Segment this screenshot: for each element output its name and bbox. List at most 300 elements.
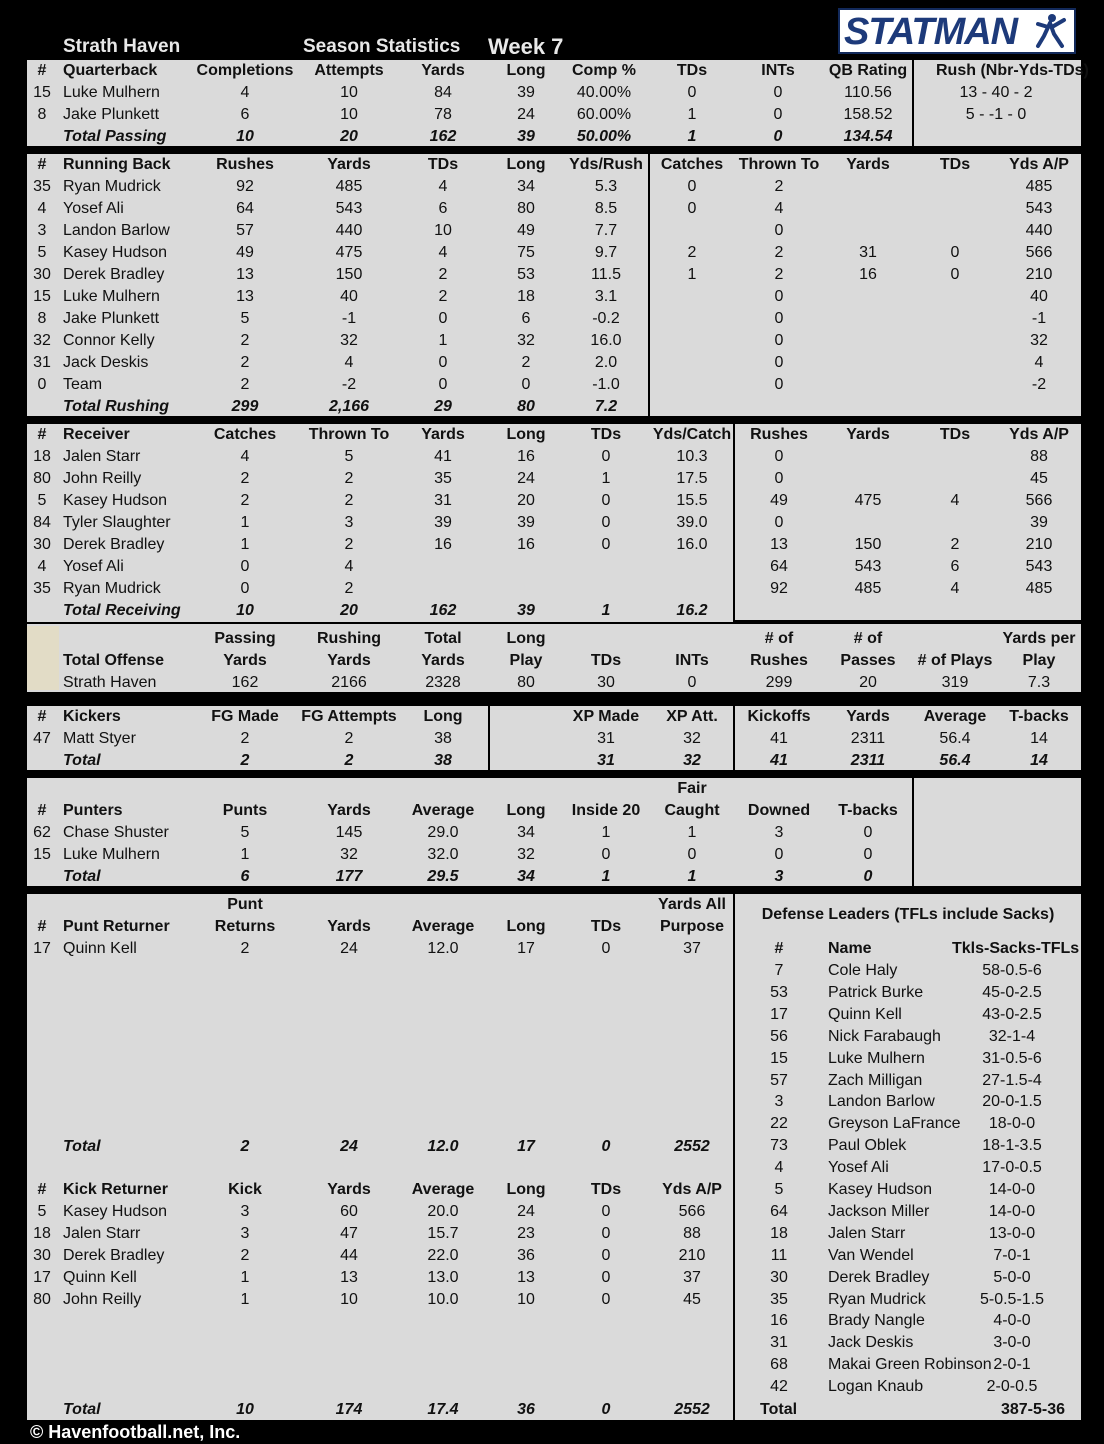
def-row-cell: Yosef Ali xyxy=(828,1159,889,1177)
rb-row-cell: 2 xyxy=(240,376,250,393)
rec-header-cell: Thrown To xyxy=(308,426,390,443)
rb-header-cell: Yds A/P xyxy=(1009,156,1069,173)
rb-header-cell: TDs xyxy=(939,156,971,173)
rb-row-cell: -1 xyxy=(1031,310,1047,327)
offense-row-cell: 20 xyxy=(859,674,877,691)
rec-row-cell: 35 xyxy=(434,470,452,487)
punt-total-cell: 29.5 xyxy=(427,868,459,885)
qb-row-cell: 5 - -1 - 0 xyxy=(965,106,1027,123)
kr-header-cell: Kick Returner xyxy=(63,1181,168,1198)
def-row-cell: 64 xyxy=(770,1202,788,1220)
qb-row-cell: 110.56 xyxy=(844,84,892,101)
kr-total-cell: 10 xyxy=(236,1401,254,1418)
def-row-cell: 42 xyxy=(770,1378,788,1396)
kr-row-cell: 80 xyxy=(33,1291,51,1308)
rb-total-cell: 29 xyxy=(434,398,452,415)
rec-row-cell: 49 xyxy=(770,492,788,509)
kr-row-cell: Jalen Starr xyxy=(63,1225,141,1242)
rb-row-cell: 0 xyxy=(687,178,697,195)
kr-header-cell: Kick xyxy=(228,1181,262,1198)
rec-row-cell: 2 xyxy=(950,536,960,553)
rec-row-cell: 31 xyxy=(434,492,452,509)
kr-row-cell: 0 xyxy=(601,1247,611,1264)
def-row-cell: 18-0-0 xyxy=(988,1115,1036,1133)
def-row-cell: 31 xyxy=(770,1334,788,1352)
pr-header-cell: # xyxy=(37,918,47,935)
rb-row-cell: 2 xyxy=(521,354,531,371)
def-row-cell: 22 xyxy=(770,1115,788,1133)
pr-total-cell: 0 xyxy=(601,1138,611,1155)
offense-header-cell: Yards xyxy=(223,652,267,669)
qb-header-cell: Long xyxy=(506,62,546,79)
def-row-cell: Brady Nangle xyxy=(828,1312,925,1330)
rb-row-cell: 0 xyxy=(774,222,784,239)
rec-header-cell: Yards xyxy=(846,426,890,443)
qb-row-cell: 0 xyxy=(773,106,783,123)
qb-row-cell: 1 xyxy=(687,106,697,123)
def-row-cell: 2-0-1 xyxy=(993,1356,1031,1374)
pr-header-cell: Long xyxy=(506,918,546,935)
rb-row-cell: 0 xyxy=(774,310,784,327)
rec-row-cell: 5 xyxy=(344,448,354,465)
kick-row-cell: 14 xyxy=(1030,730,1048,747)
rec-header-cell: Receiver xyxy=(63,426,130,443)
punt-header-cell: Caught xyxy=(664,802,720,819)
def-row-cell: Luke Mulhern xyxy=(828,1049,925,1067)
def-row-cell: Jalen Starr xyxy=(828,1224,906,1242)
kr-header-cell: Yards xyxy=(327,1181,371,1198)
offense-row-cell: 2328 xyxy=(425,674,461,691)
rb-row-cell: 0 xyxy=(774,376,784,393)
qb-row-cell: Jake Plunkett xyxy=(63,106,160,123)
offense-row-cell: 0 xyxy=(687,674,697,691)
rec-row-cell: 1 xyxy=(601,470,611,487)
punt-row-cell: 32.0 xyxy=(427,846,459,863)
rb-row-cell: 475 xyxy=(335,244,363,261)
def-row-cell: Jack Deskis xyxy=(828,1334,914,1352)
kr-row-cell: 30 xyxy=(33,1247,51,1264)
def-row-cell: Patrick Burke xyxy=(828,983,924,1001)
offense-header-cell: Passes xyxy=(840,652,896,669)
kick-row-cell: 2311 xyxy=(850,730,886,747)
rec-row-cell: Kasey Hudson xyxy=(63,492,168,509)
rb-row-cell: 75 xyxy=(517,244,535,261)
punt-row-cell: 0 xyxy=(774,846,784,863)
kick-total-cell: 2 xyxy=(344,752,354,769)
week-label: Week 7 xyxy=(488,34,564,59)
punt-header-cell: Yards xyxy=(327,802,371,819)
def-header-cell: # xyxy=(774,940,784,957)
rb-row-cell: 2 xyxy=(240,332,250,349)
def-row-cell: Logan Knaub xyxy=(828,1378,924,1396)
qb-row-cell: 10 xyxy=(340,84,358,101)
rb-row-cell: 4 xyxy=(774,200,784,217)
qb-total-cell: 162 xyxy=(429,128,457,145)
football-player-icon xyxy=(1030,12,1070,52)
kick-header-cell: Kickers xyxy=(63,708,121,725)
def-row-cell: Zach Milligan xyxy=(828,1071,923,1089)
offense-header-top-cell: Passing xyxy=(214,630,276,647)
def-row-cell: 58-0.5-6 xyxy=(982,962,1042,979)
rec-row-cell: 16 xyxy=(517,448,535,465)
def-row-cell: 32-1-4 xyxy=(988,1027,1036,1045)
rec-row-cell: 15.5 xyxy=(676,492,708,509)
rb-row-cell: 15 xyxy=(33,288,51,305)
rec-row-cell: 80 xyxy=(33,470,51,487)
rb-row-cell: 80 xyxy=(517,200,535,217)
offense-header-cell: Yards xyxy=(327,652,371,669)
punt-row-cell: 32 xyxy=(517,846,535,863)
rb-row-cell: 440 xyxy=(1025,222,1053,239)
qb-row-cell: 4 xyxy=(240,84,250,101)
rec-row-cell: 39 xyxy=(1030,514,1048,531)
rb-row-cell: 2 xyxy=(774,178,784,195)
qb-header-cell: Comp % xyxy=(572,62,636,79)
rb-row-cell: 8 xyxy=(37,310,47,327)
kr-row-cell: 0 xyxy=(601,1225,611,1242)
kr-row-cell: 20.0 xyxy=(427,1203,459,1220)
kr-total-cell: 17.4 xyxy=(427,1401,459,1418)
kick-row-cell: 47 xyxy=(33,730,51,747)
rb-row-cell: 1 xyxy=(687,266,697,283)
kick-header-cell: XP Att. xyxy=(666,708,718,725)
punt-row-cell: 145 xyxy=(335,824,363,841)
rb-row-cell: -1 xyxy=(341,310,357,327)
offense-header-cell: Rushes xyxy=(750,652,808,669)
def-row-cell: Greyson LaFrance xyxy=(828,1115,961,1133)
kr-row-cell: 36 xyxy=(517,1247,535,1264)
rec-row-cell: 0 xyxy=(774,470,784,487)
rb-row-cell: 16.0 xyxy=(590,332,622,349)
rec-row-cell: 566 xyxy=(1025,492,1053,509)
offense-header-top-cell: Yards per xyxy=(1002,630,1076,647)
rb-row-cell: Luke Mulhern xyxy=(63,288,160,305)
offense-header-cell: INTs xyxy=(675,652,709,669)
rb-row-cell: 485 xyxy=(1025,178,1053,195)
rec-header-cell: Long xyxy=(506,426,546,443)
def-row-cell: Makai Green Robinson xyxy=(828,1356,992,1374)
offense-header-top-cell: Total xyxy=(424,630,462,647)
rb-row-cell: 0 xyxy=(37,376,47,393)
punt-row-cell: Luke Mulhern xyxy=(63,846,160,863)
punt-header-cell: Inside 20 xyxy=(571,802,641,819)
rb-row-cell: 49 xyxy=(517,222,535,239)
offense-header-cell: Yards xyxy=(421,652,465,669)
kr-row-cell: 13 xyxy=(340,1269,358,1286)
rb-row-cell: 32 xyxy=(340,332,358,349)
rec-row-cell: 64 xyxy=(770,558,788,575)
def-row-cell: 20-0-1.5 xyxy=(982,1093,1042,1111)
qb-row-cell: 40.00% xyxy=(576,84,632,101)
rb-row-cell: 0 xyxy=(774,354,784,371)
rb-total-cell: 80 xyxy=(517,398,535,415)
rec-row-cell: John Reilly xyxy=(63,470,142,487)
def-row-cell: Jackson Miller xyxy=(828,1202,930,1220)
def-row-cell: Kasey Hudson xyxy=(828,1181,933,1198)
kick-total-cell: 2311 xyxy=(850,752,886,769)
rec-total-cell: 10 xyxy=(236,602,254,619)
kr-header-cell: TDs xyxy=(590,1181,622,1198)
def-row-cell: 17-0-0.5 xyxy=(982,1159,1042,1177)
rec-row-cell: 150 xyxy=(854,536,882,553)
rec-row-cell: 2 xyxy=(344,536,354,553)
rec-row-cell: 92 xyxy=(770,580,788,597)
rb-row-cell: 3.1 xyxy=(594,288,618,305)
def-row-cell: 4 xyxy=(774,1159,784,1177)
kr-total-cell: 2552 xyxy=(674,1401,710,1418)
rb-row-cell: 18 xyxy=(517,288,535,305)
defense-title: Defense Leaders (TFLs include Sacks) xyxy=(761,906,1055,923)
kr-row-cell: 10 xyxy=(517,1291,535,1308)
kr-row-cell: 60 xyxy=(340,1203,358,1220)
kick-row-cell: 38 xyxy=(434,730,452,747)
pr-header-cell: Punt Returner xyxy=(63,918,170,935)
qb-header-cell: # xyxy=(37,62,47,79)
rec-header-cell: TDs xyxy=(939,426,971,443)
kr-header-cell: Average xyxy=(411,1181,475,1198)
rb-row-cell: 30 xyxy=(33,266,51,283)
qb-row-cell: 158.52 xyxy=(843,106,893,123)
def-total-cell: Total xyxy=(760,1401,798,1418)
rb-row-cell: 566 xyxy=(1025,244,1053,261)
rec-total-cell: 39 xyxy=(517,602,535,619)
qb-total-cell: 39 xyxy=(517,128,535,145)
rec-row-cell: 16 xyxy=(517,536,535,553)
rb-header-cell: Yards xyxy=(327,156,371,173)
statman-logo xyxy=(838,8,1076,54)
rb-row-cell: 2 xyxy=(687,244,697,261)
rb-row-cell: 0 xyxy=(774,288,784,305)
kick-header-cell: T-backs xyxy=(1009,708,1069,725)
rec-row-cell: 1 xyxy=(240,514,250,531)
rb-row-cell: 2 xyxy=(240,354,250,371)
rec-row-cell: 35 xyxy=(33,580,51,597)
def-row-cell: 7-0-1 xyxy=(993,1246,1031,1264)
qb-total-cell: 10 xyxy=(236,128,254,145)
rb-header-cell: Yards xyxy=(846,156,890,173)
rb-row-cell: 210 xyxy=(1025,266,1053,283)
team-name: Strath Haven xyxy=(63,36,181,57)
rec-row-cell: 210 xyxy=(1025,536,1053,553)
pr-total-cell: 12.0 xyxy=(427,1138,459,1155)
rb-row-cell: 4 xyxy=(37,200,47,217)
rec-row-cell: 485 xyxy=(1025,580,1053,597)
def-row-cell: 5-0-0 xyxy=(993,1268,1031,1286)
kick-header-cell: FG Attempts xyxy=(301,708,397,725)
kick-row-cell: 41 xyxy=(770,730,788,747)
qb-header-cell: Yards xyxy=(421,62,465,79)
kr-row-cell: 45 xyxy=(683,1291,701,1308)
def-row-cell: 11 xyxy=(770,1246,788,1264)
rb-row-cell: 6 xyxy=(521,310,531,327)
punt-row-cell: 15 xyxy=(33,846,51,863)
copyright: © Havenfootball.net, Inc. xyxy=(30,1422,241,1442)
punt-row-cell: 34 xyxy=(517,824,535,841)
kr-row-cell: 13 xyxy=(517,1269,535,1286)
rb-header-cell: # xyxy=(37,156,47,173)
rb-row-cell: 0 xyxy=(950,266,960,283)
kick-header-cell: Long xyxy=(423,708,463,725)
pr-row-cell: 0 xyxy=(601,940,611,957)
rec-row-cell: 88 xyxy=(1030,448,1048,465)
def-header-cell: Tkls-Sacks-TFLs xyxy=(952,940,1080,957)
rb-row-cell: Jack Deskis xyxy=(63,354,149,371)
def-row-cell: 3 xyxy=(774,1093,784,1111)
rec-row-cell: Ryan Mudrick xyxy=(63,580,161,597)
rec-row-cell: 20 xyxy=(517,492,535,509)
punt-total-cell: 177 xyxy=(335,868,363,885)
kr-row-cell: 5 xyxy=(37,1203,47,1220)
punt-row-cell: 1 xyxy=(601,824,611,841)
kick-row-cell: 2 xyxy=(344,730,354,747)
rb-row-cell: Connor Kelly xyxy=(63,332,155,349)
rb-row-cell: 13 xyxy=(236,266,254,283)
def-row-cell: Quinn Kell xyxy=(828,1005,902,1023)
rb-row-cell: 13 xyxy=(236,288,254,305)
offense-header-top-cell: # of xyxy=(764,630,794,647)
offense-row-cell: 7.3 xyxy=(1027,674,1051,691)
rec-row-cell: 3 xyxy=(344,514,354,531)
offense-row-cell: 162 xyxy=(231,674,259,691)
offense-header-top-cell: Rushing xyxy=(317,630,381,647)
rb-row-cell: 6 xyxy=(438,200,448,217)
rb-row-cell: 4 xyxy=(438,244,448,261)
kick-row-cell: 2 xyxy=(240,730,250,747)
def-row-cell: 4-0-0 xyxy=(993,1312,1031,1330)
kick-row-cell: 31 xyxy=(597,730,615,747)
offense-row-cell: 2166 xyxy=(331,674,367,691)
rec-header-cell: Rushes xyxy=(750,426,808,443)
rec-row-cell: Tyler Slaughter xyxy=(63,514,171,531)
def-row-cell: 13-0-0 xyxy=(988,1224,1036,1242)
rb-row-cell: 2 xyxy=(774,266,784,283)
offense-row-cell: Strath Haven xyxy=(63,674,157,691)
rb-row-cell: 5 xyxy=(240,310,250,327)
rb-row-cell: 0 xyxy=(438,354,448,371)
kr-row-cell: 17 xyxy=(33,1269,51,1286)
rec-row-cell: 39.0 xyxy=(676,514,708,531)
qb-total-cell: Total Passing xyxy=(63,128,167,145)
rec-total-cell: 16.2 xyxy=(676,602,708,619)
kick-header-cell: FG Made xyxy=(211,708,279,725)
def-row-cell: Ryan Mudrick xyxy=(828,1290,926,1308)
punt-row-cell: Chase Shuster xyxy=(63,824,169,841)
qb-header-cell: Attempts xyxy=(314,62,384,79)
kr-row-cell: 3 xyxy=(240,1225,250,1242)
punt-header-cell: # xyxy=(37,802,47,819)
qb-total-cell: 50.00% xyxy=(576,128,632,145)
kr-row-cell: 47 xyxy=(340,1225,358,1242)
def-row-cell: 30 xyxy=(770,1268,788,1286)
rb-row-cell: 2 xyxy=(438,288,448,305)
punt-header-cell: Punts xyxy=(222,802,268,819)
kr-header-cell: # xyxy=(37,1181,47,1198)
pr-header-cell: Yards xyxy=(327,918,371,935)
def-row-cell: 57 xyxy=(770,1071,788,1089)
kr-row-cell: 88 xyxy=(683,1225,701,1242)
kr-row-cell: 1 xyxy=(240,1291,250,1308)
rb-row-cell: 4 xyxy=(1034,354,1044,371)
rb-row-cell: 40 xyxy=(340,288,358,305)
kr-header-cell: Long xyxy=(506,1181,546,1198)
offense-row-cell: 319 xyxy=(941,674,969,691)
rb-row-cell: 53 xyxy=(517,266,535,283)
kick-total-cell: Total xyxy=(63,752,101,769)
rec-row-cell: 17.5 xyxy=(676,470,708,487)
def-row-cell: 17 xyxy=(770,1005,788,1023)
rb-header-cell: Running Back xyxy=(63,156,171,173)
def-row-cell: 31-0.5-6 xyxy=(982,1049,1042,1067)
kr-row-cell: 1 xyxy=(240,1269,250,1286)
punt-total-cell: 1 xyxy=(687,868,697,885)
rb-row-cell: 35 xyxy=(33,178,51,195)
offense-header-cell: Total Offense xyxy=(63,652,165,669)
rec-header-cell: TDs xyxy=(590,426,622,443)
rec-row-cell: 2 xyxy=(344,580,354,597)
rb-row-cell: 440 xyxy=(335,222,363,239)
kr-row-cell: 3 xyxy=(240,1203,250,1220)
rb-row-cell: 16 xyxy=(859,266,877,283)
rec-row-cell: 39 xyxy=(517,514,535,531)
rb-total-cell: 299 xyxy=(231,398,259,415)
rec-row-cell: 1 xyxy=(240,536,250,553)
kick-header-cell: XP Made xyxy=(572,708,640,725)
punt-row-cell: 62 xyxy=(33,824,51,841)
kick-total-cell: 38 xyxy=(434,752,452,769)
rec-row-cell: 485 xyxy=(854,580,882,597)
offense-header-top-cell: # of xyxy=(853,630,883,647)
rb-row-cell: Yosef Ali xyxy=(63,200,124,217)
rb-row-cell: 2 xyxy=(774,244,784,261)
punt-row-cell: 32 xyxy=(340,846,358,863)
def-header-cell: Name xyxy=(828,940,872,957)
def-row-cell: 18-1-3.5 xyxy=(982,1137,1042,1155)
rb-row-cell: 34 xyxy=(517,178,535,195)
rb-row-cell: 5.3 xyxy=(594,178,618,195)
rec-row-cell: 4 xyxy=(950,580,960,597)
rb-total-cell: Total Rushing xyxy=(63,398,170,415)
rb-header-cell: Yds/Rush xyxy=(569,156,643,173)
rb-row-cell: 57 xyxy=(236,222,254,239)
rec-row-cell: 30 xyxy=(33,536,51,553)
rb-row-cell: 0 xyxy=(438,376,448,393)
qb-row-cell: 8 xyxy=(37,106,47,123)
rec-header-cell: Yards xyxy=(421,426,465,443)
rec-row-cell: 4 xyxy=(344,558,354,575)
punt-row-cell: 1 xyxy=(240,846,250,863)
rb-row-cell: 9.7 xyxy=(594,244,618,261)
rb-row-cell: 49 xyxy=(236,244,254,261)
kick-row-cell: Matt Styer xyxy=(63,730,136,747)
rb-row-cell: 4 xyxy=(438,178,448,195)
rec-row-cell: 0 xyxy=(601,492,611,509)
rec-header-cell: Catches xyxy=(213,426,277,443)
kr-total-cell: 0 xyxy=(601,1401,611,1418)
def-row-cell: Derek Bradley xyxy=(828,1268,930,1286)
offense-marker xyxy=(27,626,59,690)
kr-header-cell: Yds A/P xyxy=(662,1181,722,1198)
rec-row-cell: 0 xyxy=(601,514,611,531)
kick-row-cell: 56.4 xyxy=(939,730,971,747)
punt-header-cell: Downed xyxy=(747,802,811,819)
kick-total-cell: 31 xyxy=(597,752,615,769)
rec-total-cell: Total Receiving xyxy=(63,602,181,619)
kr-row-cell: 23 xyxy=(517,1225,535,1242)
punt-row-cell: 0 xyxy=(601,846,611,863)
rec-header-cell: Yds A/P xyxy=(1009,426,1069,443)
pr-total-cell: 24 xyxy=(340,1138,358,1155)
page-title: Season Statistics xyxy=(303,36,461,57)
